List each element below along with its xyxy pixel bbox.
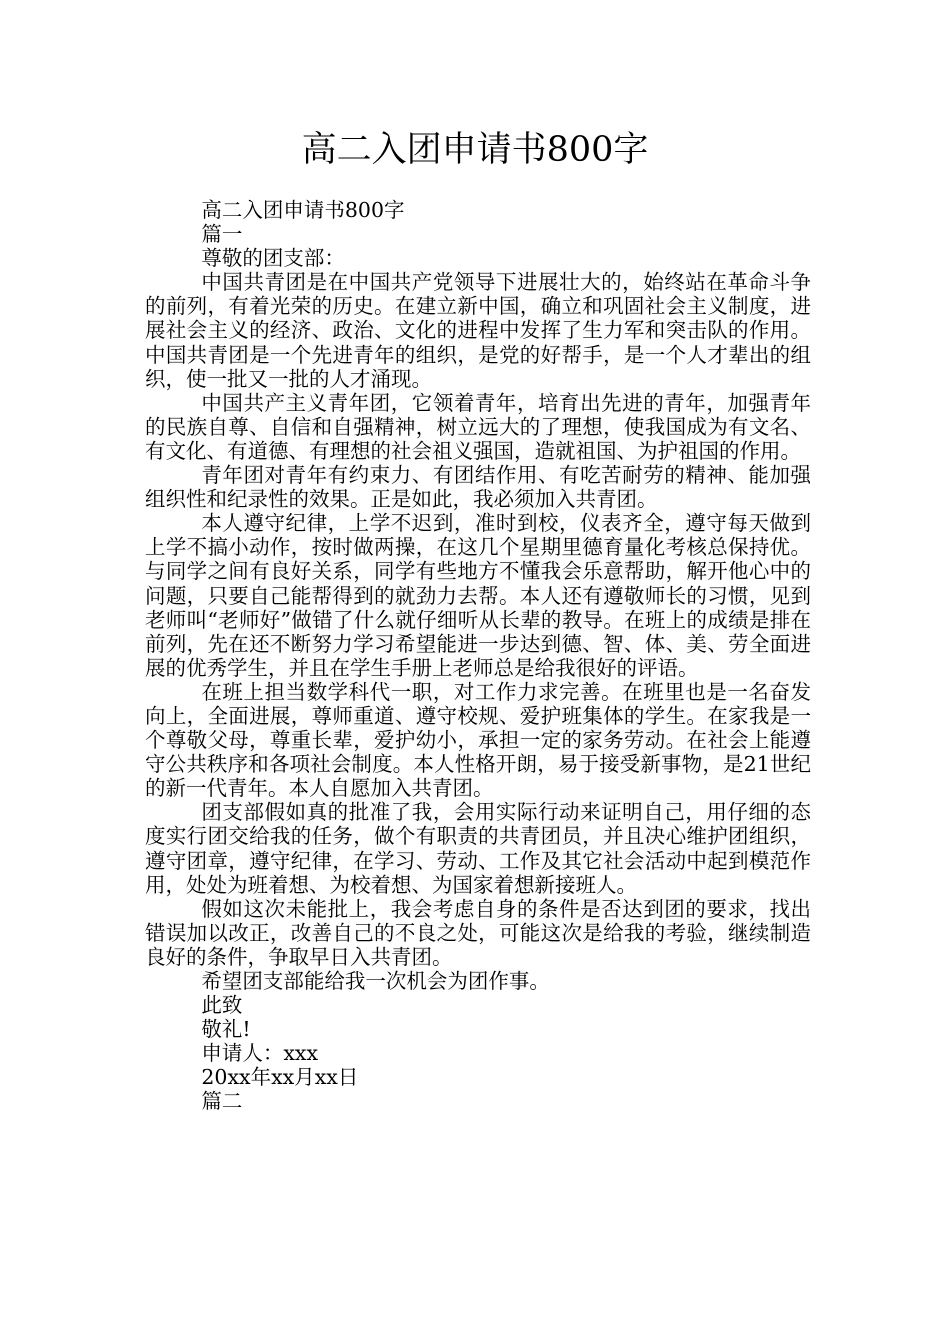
date-line: 20xx年xx月xx日	[201, 1065, 359, 1090]
paragraph: 中国共产主义青年团，它领着青年，培育出先进的青年，加强青年的民族自尊、自信和自强精神，树立远大的了理想，使我国成为有文名、有文化、有道德、有理想的社会祖义强国，造就祖国、为护祖国的作用。	[145, 390, 811, 463]
closing-line: 此致	[201, 993, 243, 1018]
paragraph: 中国共青团是在中国共产党领导下进展壮大的，始终站在革命斗争的前列，有着光荣的历史。在建立新中国，确立和巩固社会主义制度，进展社会主义的经济、政治、文化的进程中发挥了生力军和突击队的作用。中国共青团是一个先进青年的组织，是党的好帮手，是一个人才辈出的组织，使一批又一批的人才涌现。	[145, 270, 811, 391]
document-body	[145, 198, 811, 1114]
paragraph: 假如这次未能批上，我会考虑自身的条件是否达到团的要求，找出错误加以改正，改善自己的不良之处，可能这次是给我的考验，继续制造良好的条件，争取早日入共青团。	[145, 896, 811, 969]
subtitle-line: 高二入团申请书800字	[201, 198, 405, 222]
part-one-heading: 篇一	[201, 222, 243, 247]
paragraph: 青年团对青年有约束力、有团结作用、有吃苦耐劳的精神、能加强组织性和纪录性的效果。正是如此，我必须加入共青团。	[145, 463, 811, 512]
part-two-heading: 篇二	[201, 1089, 243, 1114]
hope-line: 希望团支部能给我一次机会为团作事。	[201, 969, 550, 993]
closing-line: 敬礼!	[201, 1017, 251, 1042]
document-title: 高二入团申请书800字	[301, 130, 649, 170]
paragraph: 本人遵守纪律，上学不迟到，准时到校，仪表齐全，遵守每天做到上学不搞小动作，按时做两操，在这几个星期里德育量化考核总保持优。与同学之间有良好关系，同学有些地方不懂我会乐意帮助，解开他心中的问题，只要自己能帮得到的就劲力去帮。本人还有遵敬师长的习惯，见到老师叫“老师好”做错了什么就仔细听从长辈的教导。在班上的成绩是排在前列，先在还不断努力学习希望能进一步达到德、智、体、美、劳全面进展的优秀学生，并且在学生手册上老师总是给我很好的评语。	[145, 511, 811, 680]
salutation-line: 尊敬的团支部：	[201, 246, 345, 271]
paragraph: 团支部假如真的批准了我，会用实际行动来证明自己，用仔细的态度实行团交给我的任务，做个有职责的共青团员，并且决心维护团组织，遵守团章，遵守纪律，在学习、劳动、工作及其它社会活动中起到模范作用，处处为班着想、为校着想、为国家着想新接班人。	[145, 800, 811, 897]
paragraph: 在班上担当数学科代一职，对工作力求完善。在班里也是一名奋发向上，全面进展，尊师重道、遵守校规、爱护班集体的学生。在家我是一个尊敬父母，尊重长辈，爱护幼小，承担一定的家务劳动。在社会上能遵守公共秩序和各项社会制度。本人性格开朗，易于接受新事物，是21世纪的新一代青年。本人自愿加入共青团。	[145, 679, 811, 801]
applicant-line: 申请人：xxx	[201, 1041, 319, 1066]
